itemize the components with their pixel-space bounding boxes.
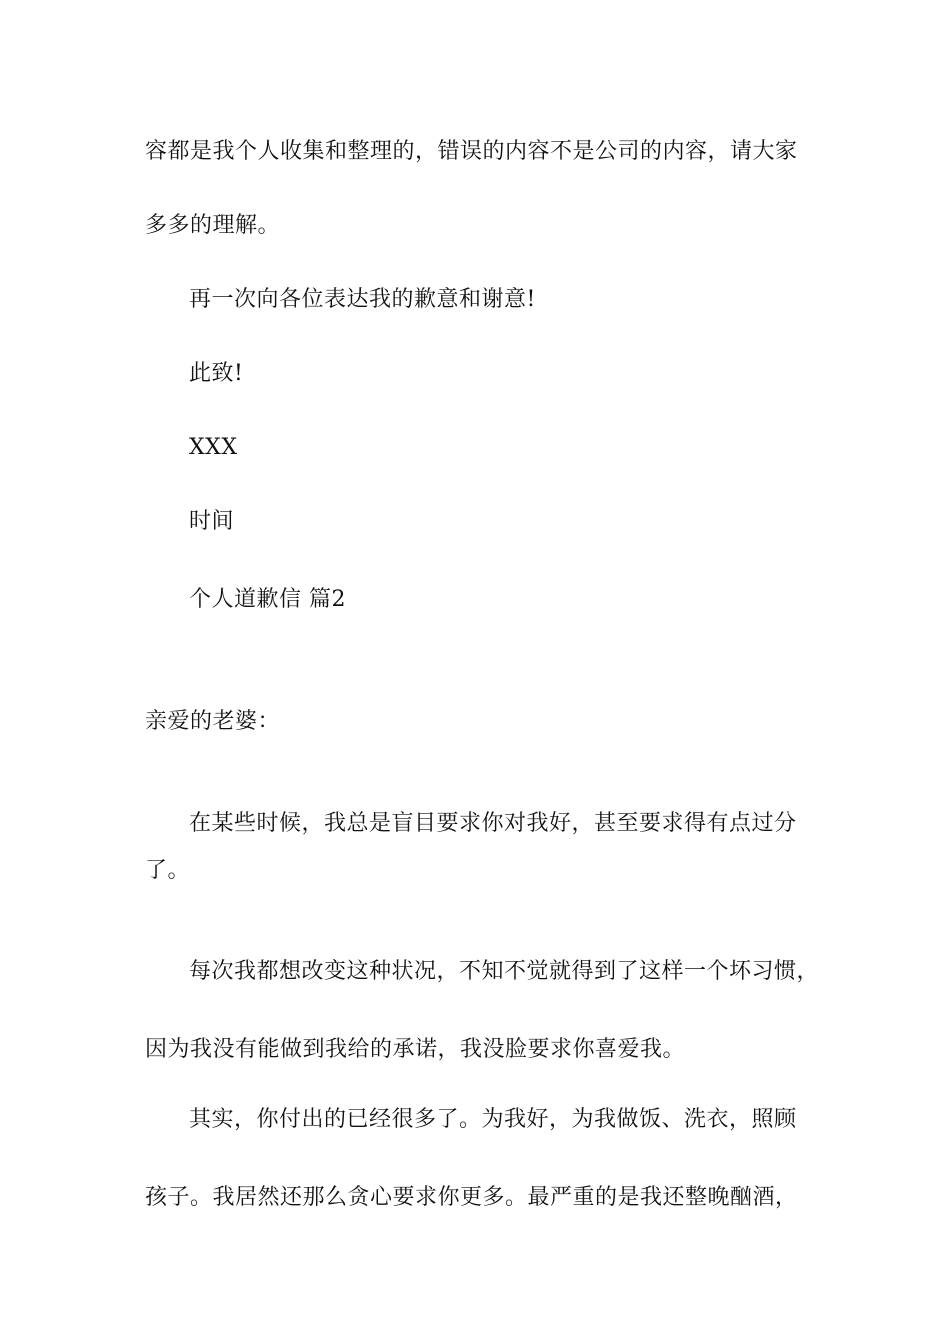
apology-thanks-line: 再一次向各位表达我的歉意和谢意!: [189, 287, 536, 312]
paragraph-line-5: 每次我都想改变这种状况，不知不觉就得到了这样一个坏习惯，: [189, 959, 820, 984]
section-heading: 个人道歉信 篇2: [189, 587, 346, 612]
letter-greeting: 亲爱的老婆：: [145, 709, 281, 734]
paragraph-line-4: 了。: [145, 858, 191, 883]
paragraph-line-7: 其实，你付出的已经很多了。为我好，为我做饭、洗衣，照顾: [189, 1107, 797, 1132]
paragraph-line-8: 孩子。我居然还那么贪心要求你更多。最严重的是我还整晚酗酒，: [145, 1185, 798, 1210]
paragraph-line-6: 因为我没有能做到我给的承诺，我没脸要求你喜爱我。: [145, 1037, 686, 1062]
paragraph-line-2: 多多的理解。: [145, 213, 281, 238]
paragraph-line-1: 容都是我个人收集和整理的，错误的内容不是公司的内容，请大家: [145, 139, 798, 164]
signature-name: XXX: [189, 435, 238, 460]
paragraph-line-3: 在某些时候，我总是盲目要求你对我好，甚至要求得有点过分: [189, 811, 797, 836]
closing-salutation: 此致!: [189, 361, 244, 386]
signature-date: 时间: [189, 509, 235, 534]
